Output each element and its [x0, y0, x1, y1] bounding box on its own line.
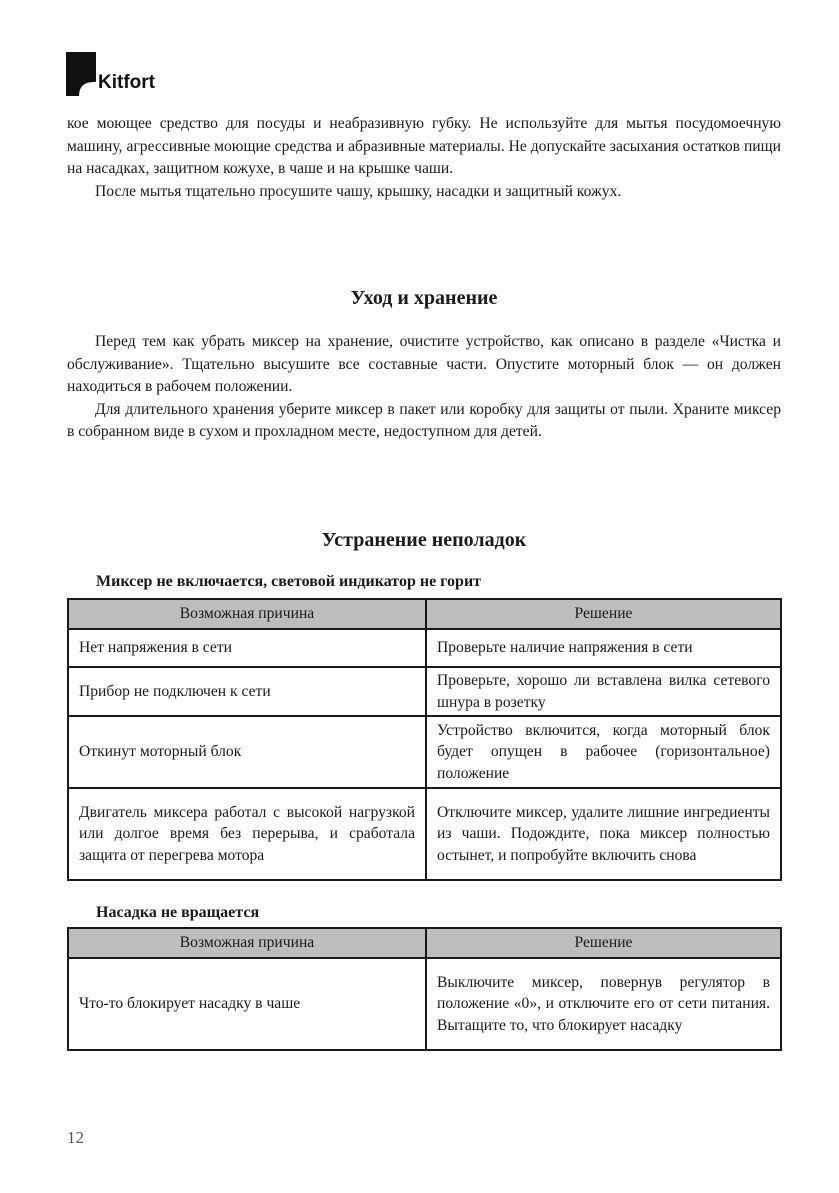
cause-cell: Прибор не подключен к сети	[68, 667, 426, 716]
problem-title: Насадка не вращается	[96, 904, 260, 921]
solution-cell: Отключите миксер, удалите лишние ингредиенты из чаши. Подождите, пока миксер полностью остынет, и попробуйте включить снова	[426, 788, 781, 880]
cause-cell: Нет напряжения в сети	[68, 629, 426, 667]
kitfort-logo-icon	[66, 52, 96, 96]
page-number: 12	[67, 1128, 84, 1147]
brand-name: Kitfort	[98, 72, 155, 93]
troubleshooting-table	[67, 927, 782, 1051]
problem-title: Миксер не включается, световой индикатор не горит	[96, 573, 482, 590]
column-header: Возможная причина	[68, 928, 426, 958]
paragraph: кое моющее средство для посуды и неабразивную губку. Не используйте для мытья посудомоечную машину, агрессивные моющие средства и абразивные материалы. Не допускайте засыхания остатков пищи на насадках, защитном кожухе, в чаше и на крышке чаши.	[67, 115, 781, 177]
table-row	[68, 629, 781, 667]
section-title-troubleshooting: Устранение неполадок	[321, 529, 527, 551]
cause-cell: Откинут моторный блок	[68, 716, 426, 788]
solution-cell: Выключите миксер, повернув регулятор в положение «0», и отключите его от сети питания. Вытащите то, что блокирует насадку	[426, 958, 781, 1050]
solution-cell: Проверьте наличие напряжения в сети	[426, 629, 781, 667]
solution-cell: Устройство включится, когда моторный блок будет опущен в рабочее (горизонтальное) положение	[426, 716, 781, 788]
solution-cell: Проверьте, хорошо ли вставлена вилка сетевого шнура в розетку	[426, 667, 781, 716]
table-header-row	[68, 928, 781, 958]
paragraph: Для длительного хранения уберите миксер в пакет или коробку для защиты от пыли. Храните миксер в собранном виде в сухом и прохладном месте, недоступном для детей.	[67, 400, 781, 440]
table-header-row	[68, 599, 781, 629]
care-text	[67, 331, 781, 444]
column-header: Решение	[426, 599, 781, 629]
section-title-care: Уход и хранение	[350, 287, 498, 309]
cause-cell: Двигатель миксера работал с высокой нагрузкой или долгое время без перерыва, и сработала защита от перегрева мотора	[68, 788, 426, 880]
column-header: Возможная причина	[68, 599, 426, 629]
brand-logo	[66, 52, 155, 96]
column-header: Решение	[426, 928, 781, 958]
table-row	[68, 667, 781, 716]
troubleshooting-table	[67, 598, 782, 881]
paragraph: Перед тем как убрать миксер на хранение, очистите устройство, как описано в разделе «Чистка и обслуживание». Тщательно высушите все составные части. Опустите моторный блок — он должен находиться в рабочем положении.	[67, 333, 781, 395]
paragraph: После мытья тщательно просушите чашу, крышку, насадки и защитный кожух.	[95, 182, 622, 200]
cause-cell: Что-то блокирует насадку в чаше	[68, 958, 426, 1050]
table-row	[68, 958, 781, 1050]
cleaning-continuation	[67, 113, 781, 203]
table-row	[68, 788, 781, 880]
table-row	[68, 716, 781, 788]
